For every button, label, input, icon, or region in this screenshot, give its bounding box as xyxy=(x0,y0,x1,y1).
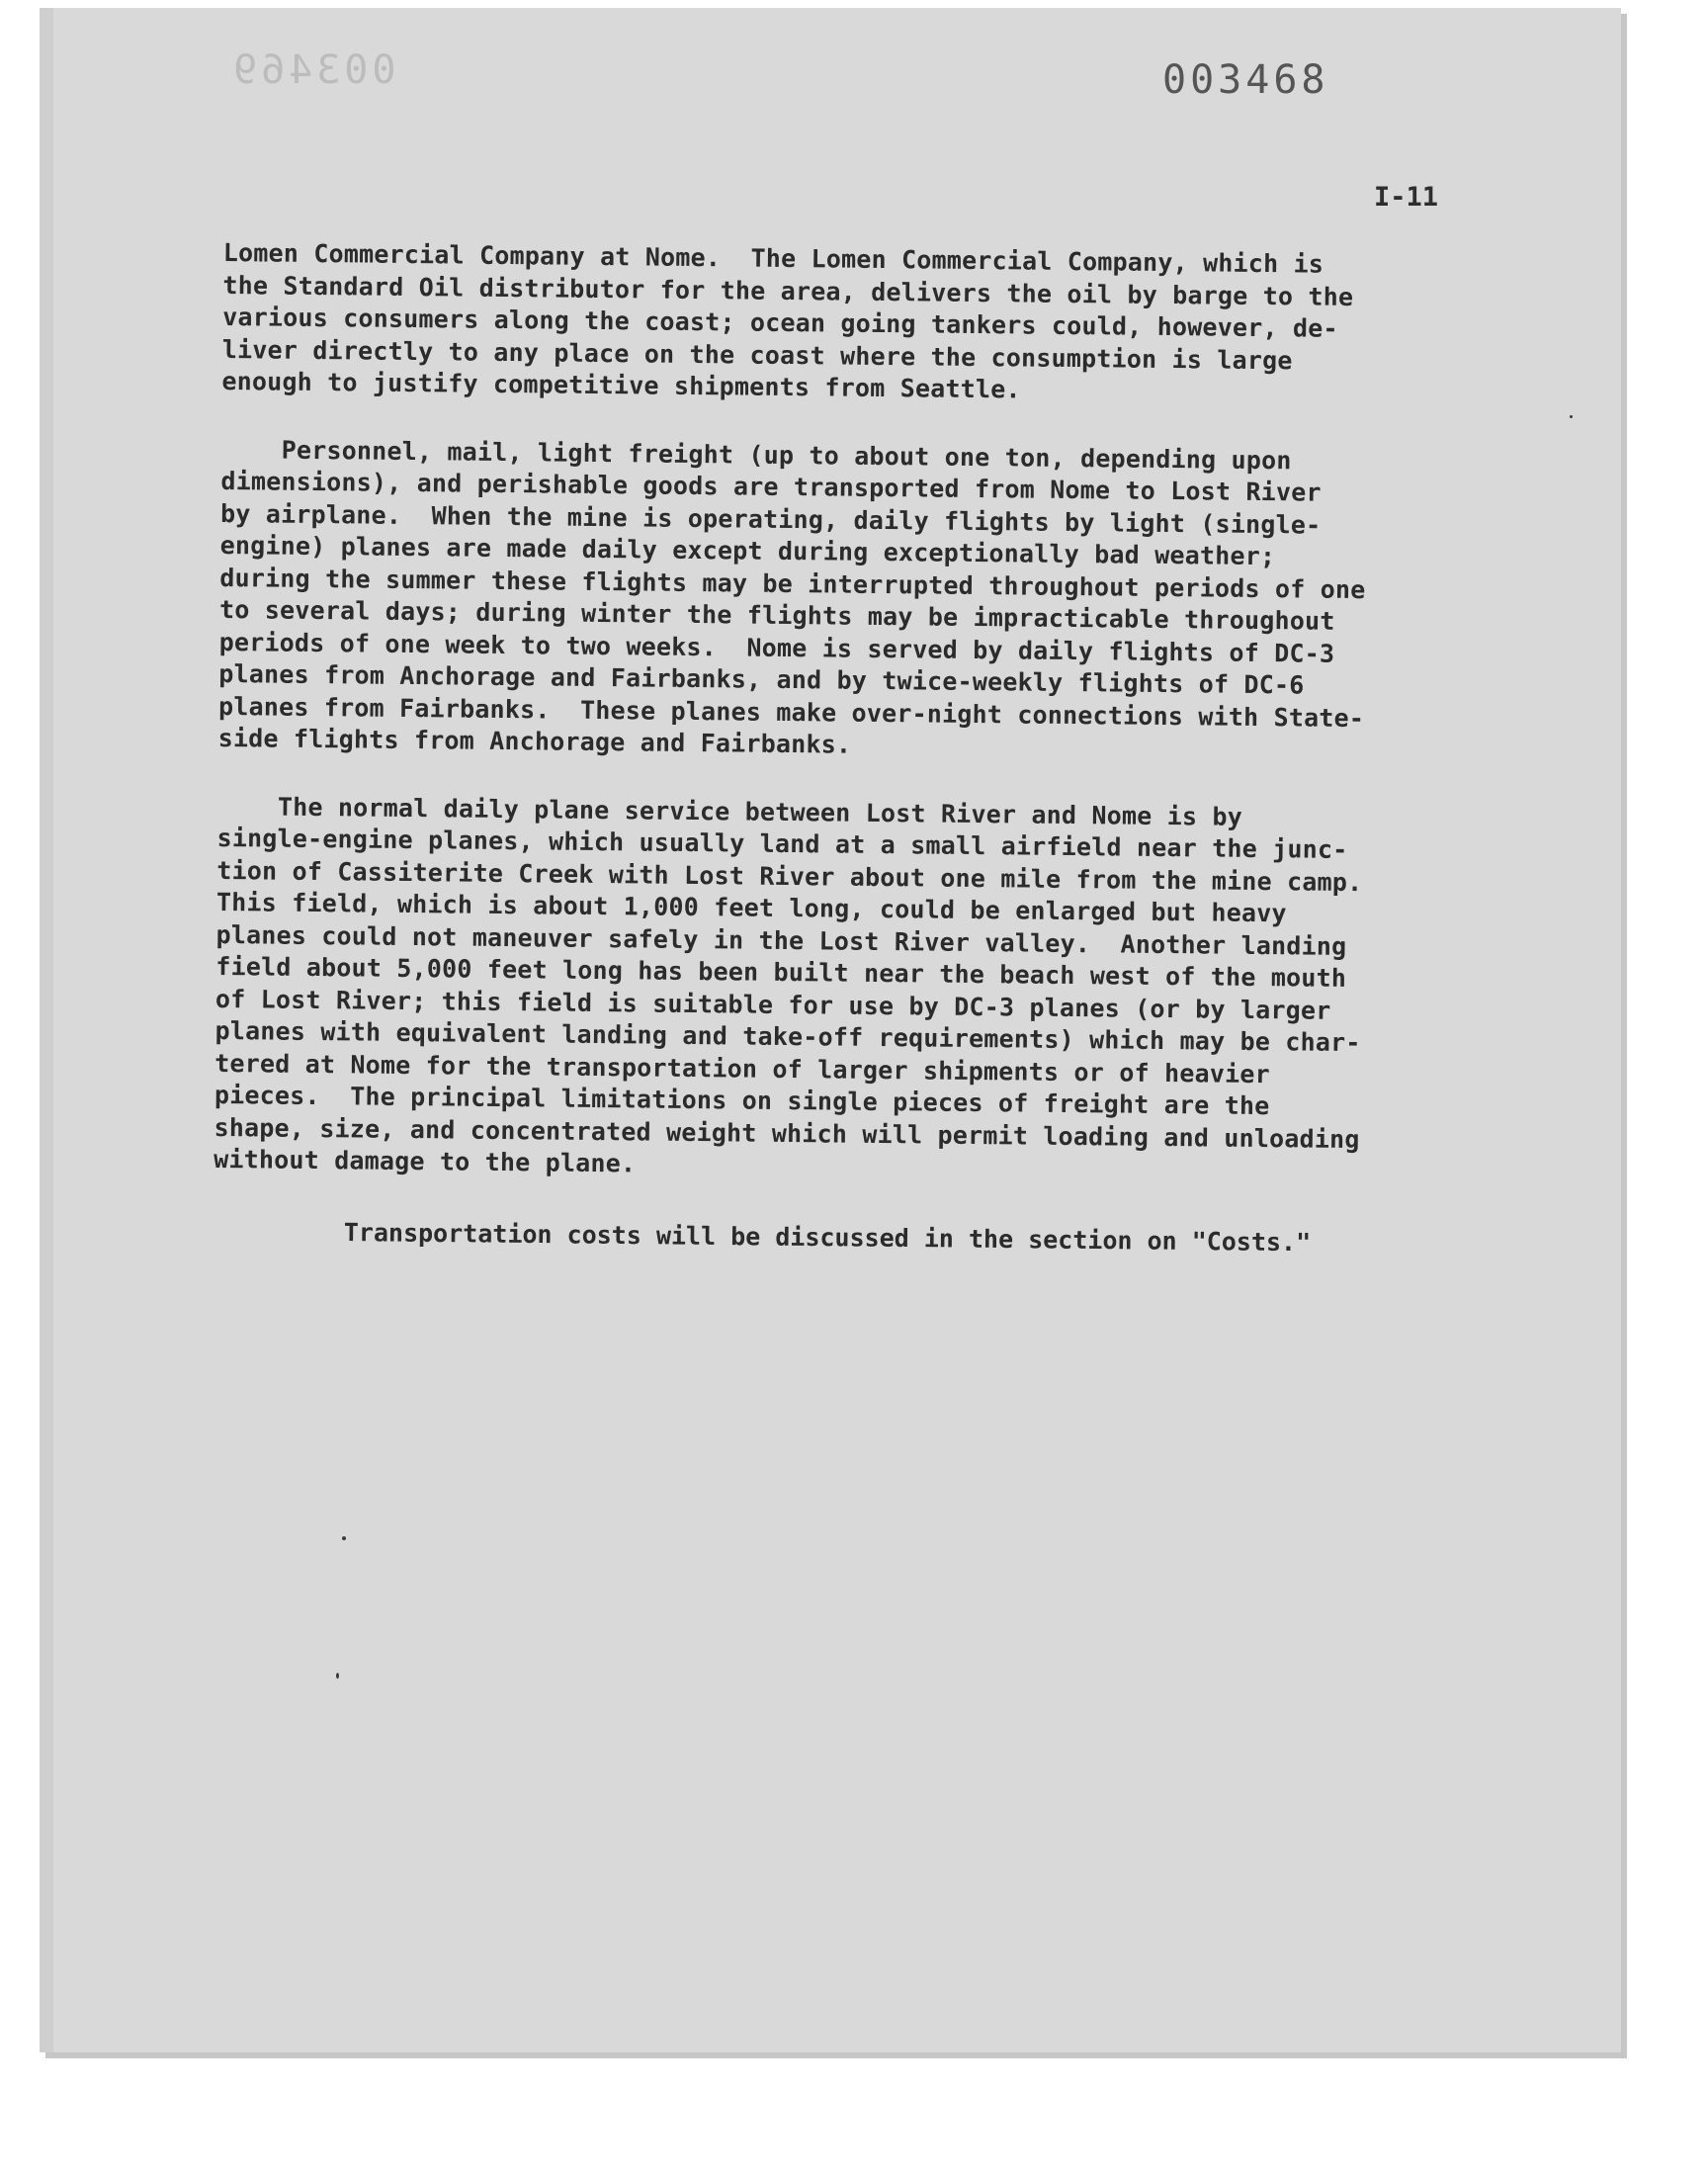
page-edge xyxy=(40,8,53,2052)
text-line: side flights from Anchorage and Fairbanks. xyxy=(217,723,852,759)
text-line: Personnel, mail, light freight (up to about one ton, depending upon xyxy=(220,434,1292,475)
scan-speck xyxy=(1570,415,1573,418)
text-line: during the summer these flights may be interrupted throughout periods of one xyxy=(219,563,1366,604)
document-number: 003468 xyxy=(1162,57,1329,103)
bleed-through-number: 003469 xyxy=(229,47,396,93)
text-line: engine) planes are made daily except during exceptionally bad weather; xyxy=(219,530,1276,571)
paragraph-2 xyxy=(218,433,1546,768)
text-line: single-engine planes, which usually land at a small airfield near the junc- xyxy=(216,823,1348,864)
text-line: planes from Fairbanks. These planes make over-night connections with State- xyxy=(217,691,1365,733)
text-line: tered at Nome for the transportation of larger shipments or of heavier xyxy=(214,1048,1270,1088)
text-line: field about 5,000 feet long has been built near the beach west of the mouth xyxy=(215,951,1347,993)
text-line: This field, which is about 1,000 feet long, could be enlarged but heavy xyxy=(215,887,1287,928)
text-line: by airplane. When the mine is operating, daily flights by light (single- xyxy=(219,498,1322,540)
text-line: Lomen Commercial Company at Nome. The Lomen Commercial Company, which is xyxy=(222,237,1324,279)
text-line: shape, size, and concentrated weight which will permit loading and unloading xyxy=(214,1112,1360,1154)
text-line: without damage to the plane. xyxy=(214,1144,637,1178)
scan-speck xyxy=(342,1536,346,1540)
body-text xyxy=(214,237,1548,1189)
closing-line: Transportation costs will be discussed in the section on "Costs." xyxy=(343,1218,1312,1258)
text-line: planes from Anchorage and Fairbanks, and by twice-weekly flights of DC-6 xyxy=(218,658,1305,700)
text-line: to several days; during winter the flights may be impracticable throughout xyxy=(218,594,1335,636)
text-line: pieces. The principal limitations on single pieces of freight are the xyxy=(214,1080,1270,1121)
text-line: The normal daily plane service between Lost River and Nome is by xyxy=(216,791,1243,831)
paragraph-1 xyxy=(221,237,1548,412)
text-line: of Lost River; this field is suitable for use by DC-3 planes (or by larger xyxy=(214,984,1331,1025)
text-line: the Standard Oil distributor for the area, delivers the oil by barge to the xyxy=(222,270,1354,311)
text-line: dimensions), and perishable goods are transported from Nome to Lost River xyxy=(220,466,1322,507)
text-line: periods of one week to two weeks. Nome is served by daily flights of DC-3 xyxy=(218,627,1335,668)
text-line: planes could not maneuver safely in the Lost River valley. Another landing xyxy=(215,919,1347,961)
paragraph-3 xyxy=(214,790,1542,1189)
scan-speck xyxy=(336,1673,339,1679)
text-line: tion of Cassiterite Creek with Lost River about one mile from the mine camp. xyxy=(216,855,1363,897)
text-line: liver directly to any place on the coast where the consumption is large xyxy=(221,334,1293,375)
text-line: enough to justify competitive shipments from Seattle. xyxy=(221,366,1021,404)
text-line: planes with equivalent landing and take-off requirements) which may be char- xyxy=(214,1015,1361,1058)
page-label: I-11 xyxy=(1374,182,1439,213)
text-line: various consumers along the coast; ocean going tankers could, however, de- xyxy=(222,302,1338,343)
